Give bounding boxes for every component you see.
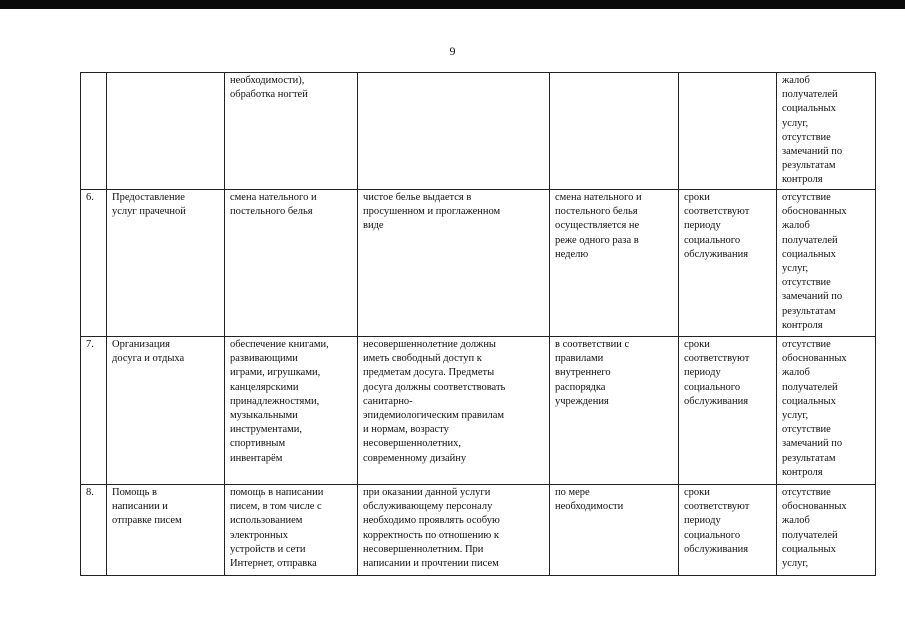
- table-row: [81, 73, 876, 190]
- table-row: [81, 485, 876, 576]
- cell-service: Помощь в написании и отправке писем: [107, 485, 225, 576]
- services-table: [80, 72, 876, 576]
- cell-service: [107, 73, 225, 190]
- cell-number: 8.: [81, 485, 107, 576]
- cell-conditions: несовершеннолетние должны иметь свободный доступ к предметам досуга. Предметы досуга должны соответствовать санитарно- эпидемиологическим правилам и нормам, возрасту несовершеннолетних, современному дизайну: [358, 337, 550, 485]
- cell-content: необходимости), обработка ногтей: [225, 73, 358, 190]
- cell-number: [81, 73, 107, 190]
- cell-period: сроки соответствуют периоду социального обслуживания: [679, 485, 777, 576]
- cell-conditions: [358, 73, 550, 190]
- table-row: [81, 337, 876, 485]
- cell-terms: по мере необходимости: [550, 485, 679, 576]
- cell-content: обеспечение книгами, развивающими играми, игрушками, канцелярскими принадлежностями, музыкальными инструментами, спортивным инвентарём: [225, 337, 358, 485]
- cell-terms: смена нательного и постельного белья осуществляется не реже одного раза в неделю: [550, 190, 679, 337]
- cell-period: сроки соответствуют периоду социального обслуживания: [679, 190, 777, 337]
- cell-period: сроки соответствуют периоду социального обслуживания: [679, 337, 777, 485]
- cell-number: 6.: [81, 190, 107, 337]
- cell-conditions: при оказании данной услуги обслуживающему персоналу необходимо проявлять особую корректность по отношению к несовершеннолетним. При написании и прочтении писем: [358, 485, 550, 576]
- table-row: [81, 190, 876, 337]
- cell-criteria: отсутствие обоснованных жалоб получателей социальных услуг, отсутствие замечаний по результатам контроля: [777, 337, 876, 485]
- cell-service: Предоставление услуг прачечной: [107, 190, 225, 337]
- cell-service: Организация досуга и отдыха: [107, 337, 225, 485]
- cell-number: 7.: [81, 337, 107, 485]
- top-border-bar: [0, 0, 905, 9]
- cell-criteria: жалоб получателей социальных услуг, отсутствие замечаний по результатам контроля: [777, 73, 876, 190]
- page-number: 9: [449, 44, 456, 58]
- cell-criteria: отсутствие обоснованных жалоб получателей социальных услуг, отсутствие замечаний по результатам контроля: [777, 190, 876, 337]
- cell-terms: в соответствии с правилами внутреннего распорядка учреждения: [550, 337, 679, 485]
- cell-content: помощь в написании писем, в том числе с использованием электронных устройств и сети Интернет, отправка: [225, 485, 358, 576]
- cell-content: смена нательного и постельного белья: [225, 190, 358, 337]
- cell-criteria: отсутствие обоснованных жалоб получателей социальных услуг,: [777, 485, 876, 576]
- cell-period: [679, 73, 777, 190]
- cell-terms: [550, 73, 679, 190]
- cell-conditions: чистое белье выдается в просушенном и проглаженном виде: [358, 190, 550, 337]
